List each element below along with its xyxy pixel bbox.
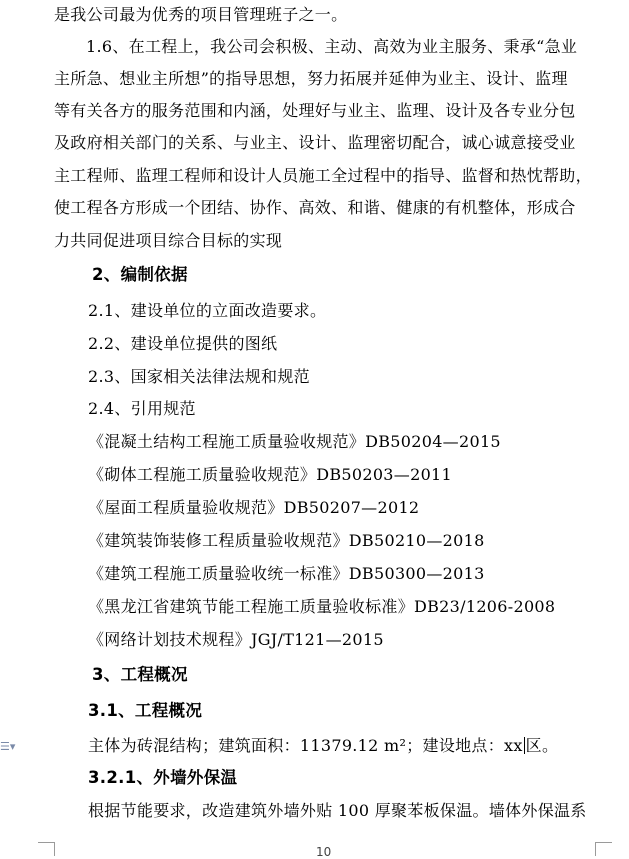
paragraph-line: 等有关各方的服务范围和内涵，处理好与业主、监理、设计及各专业分包 xyxy=(54,101,576,120)
standard-reference: 《建筑工程施工质量验收统一标准》DB50300—2013 xyxy=(88,564,485,583)
standard-reference: 《黑龙江省建筑节能工程施工质量验收标准》DB23/1206-2008 xyxy=(88,597,556,616)
section-3-2-1-text: 根据节能要求，改造建筑外墙外贴 100 厚聚苯板保温。墙体外保温系 xyxy=(88,801,587,820)
margin-corner-right xyxy=(595,842,612,856)
standard-reference: 《混凝土结构工程施工质量验收规范》DB50204—2015 xyxy=(88,432,501,451)
paragraph-line: 及政府相关部门的关系、与业主、设计、监理密切配合，诚心诚意接受业 xyxy=(54,133,576,152)
section-3-2-1-heading: 3.2.1、外墙外保温 xyxy=(88,768,238,787)
paragraph-line: 主所急、想业主所想”的指导思想，努力拓展并延伸为业主、设计、监理 xyxy=(54,69,568,88)
standard-reference: 《网络计划技术规程》JGJ/T121—2015 xyxy=(88,630,384,649)
paragraph-line: 力共同促进项目综合目标的实现 xyxy=(54,231,283,250)
list-item: 2.2、建设单位提供的图纸 xyxy=(88,334,278,353)
section-3-heading: 3、工程概况 xyxy=(92,665,188,684)
page-number: 10 xyxy=(316,845,332,859)
section-3-1-text-before-cursor: 主体为砖混结构；建筑面积：11379.12 m²；建设地点：xx xyxy=(88,736,523,755)
paragraph-line: 主工程师、监理工程师和设计人员施工全过程中的指导、监督和热忱帮助， xyxy=(54,166,592,185)
standard-reference: 《建筑装饰装修工程质量验收规范》DB50210—2018 xyxy=(88,531,485,550)
section-3-1-heading: 3.1、工程概况 xyxy=(88,701,203,720)
paragraph-line: 是我公司最为优秀的项目管理班子之一。 xyxy=(54,5,348,24)
list-item: 2.3、国家相关法律法规和规范 xyxy=(88,367,310,386)
paragraph-line: 使工程各方形成一个团结、协作、高效、和谐、健康的有机整体，形成合 xyxy=(54,198,576,217)
paragraph-options-icon[interactable]: ☰▾ xyxy=(0,740,16,753)
list-item: 2.4、引用规范 xyxy=(88,399,196,418)
standard-reference: 《砌体工程施工质量验收规范》DB50203—2011 xyxy=(88,465,453,484)
list-item: 2.1、建设单位的立面改造要求。 xyxy=(88,301,327,320)
paragraph-line: 1.6、在工程上，我公司会积极、主动、高效为业主服务、秉承“急业 xyxy=(86,37,578,56)
section-3-1-text-after-cursor: 区。 xyxy=(525,736,559,755)
section-3-1-text xyxy=(88,736,558,756)
text-cursor xyxy=(524,737,525,754)
margin-corner-left xyxy=(38,842,55,856)
standard-reference: 《屋面工程质量验收规范》DB50207—2012 xyxy=(88,498,420,517)
section-2-heading: 2、编制依据 xyxy=(92,265,188,284)
